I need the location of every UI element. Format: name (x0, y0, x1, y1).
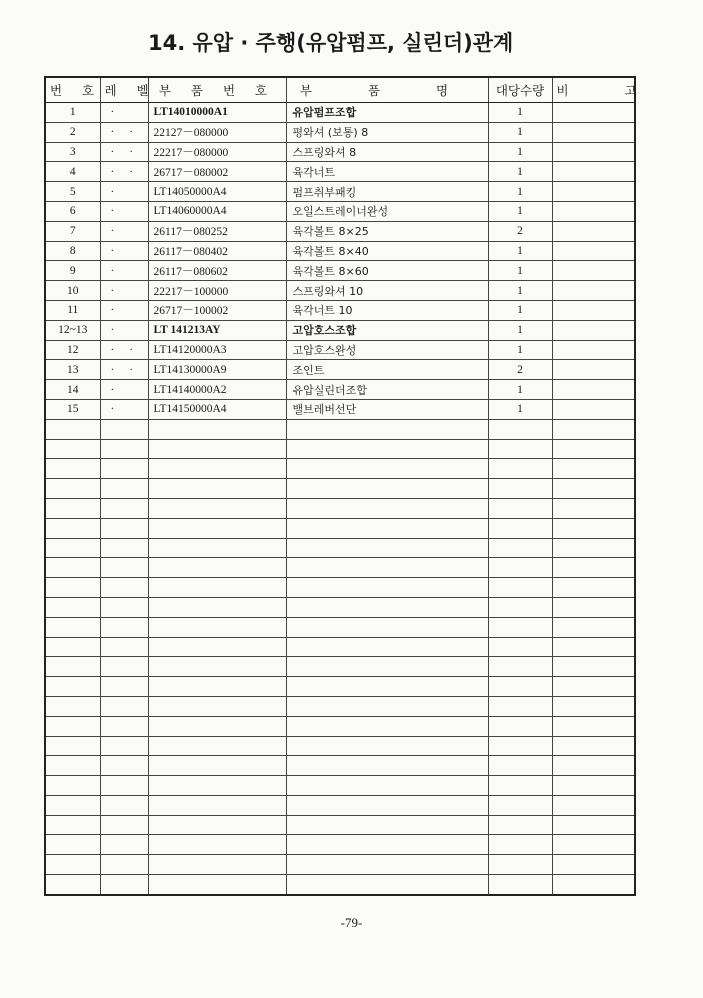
table-row-empty (45, 479, 635, 499)
row-number: 9 (45, 261, 100, 281)
row-number: 15 (45, 399, 100, 419)
row-quantity: 1 (488, 320, 552, 340)
empty-cell (100, 736, 148, 756)
row-number: 10 (45, 281, 100, 301)
empty-cell (45, 815, 100, 835)
row-level: · (100, 201, 148, 221)
row-level: · (100, 281, 148, 301)
row-remarks (552, 103, 635, 123)
header-part-name: 부 품 명 (286, 77, 488, 103)
empty-cell (488, 696, 552, 716)
empty-cell (286, 776, 488, 796)
row-quantity: 1 (488, 122, 552, 142)
row-number: 12 (45, 340, 100, 360)
empty-cell (148, 518, 286, 538)
row-level: · (100, 261, 148, 281)
empty-cell (148, 597, 286, 617)
row-part-number: 22217－080000 (148, 142, 286, 162)
table-row-empty (45, 459, 635, 479)
row-part-name: 유압실린더조합 (286, 380, 488, 400)
empty-cell (552, 657, 635, 677)
empty-cell (552, 677, 635, 697)
table-row (45, 380, 635, 400)
empty-cell (45, 716, 100, 736)
table-row (45, 300, 635, 320)
table-row-empty (45, 558, 635, 578)
empty-cell (286, 756, 488, 776)
empty-cell (552, 479, 635, 499)
header-remarks: 비 고 (552, 77, 635, 103)
row-part-name: 스프링와셔 8 (286, 142, 488, 162)
empty-cell (286, 558, 488, 578)
empty-cell (488, 677, 552, 697)
empty-cell (100, 815, 148, 835)
row-number: 11 (45, 300, 100, 320)
empty-cell (45, 776, 100, 796)
row-level: · · (100, 122, 148, 142)
empty-cell (286, 578, 488, 598)
row-remarks (552, 399, 635, 419)
row-part-name: 육각너트 10 (286, 300, 488, 320)
empty-cell (552, 756, 635, 776)
empty-cell (488, 736, 552, 756)
table-row (45, 340, 635, 360)
row-part-name: 육각너트 (286, 162, 488, 182)
row-part-name: 펌프취부패킹 (286, 182, 488, 202)
table-row-empty (45, 597, 635, 617)
table-row (45, 360, 635, 380)
empty-cell (45, 835, 100, 855)
empty-cell (100, 855, 148, 875)
empty-cell (286, 815, 488, 835)
empty-cell (148, 439, 286, 459)
row-part-name: 스프링와셔 10 (286, 281, 488, 301)
empty-cell (100, 597, 148, 617)
row-number: 14 (45, 380, 100, 400)
empty-cell (488, 518, 552, 538)
row-part-number: 26717－080002 (148, 162, 286, 182)
row-number: 13 (45, 360, 100, 380)
empty-cell (286, 617, 488, 637)
empty-cell (552, 835, 635, 855)
empty-cell (488, 875, 552, 895)
row-part-number: 26717－100002 (148, 300, 286, 320)
row-remarks (552, 340, 635, 360)
row-level: · (100, 399, 148, 419)
empty-cell (286, 479, 488, 499)
row-quantity: 1 (488, 300, 552, 320)
header-qty: 대당수량 (488, 77, 552, 103)
empty-cell (100, 677, 148, 697)
row-number: 7 (45, 221, 100, 241)
empty-cell (552, 716, 635, 736)
row-level: · (100, 320, 148, 340)
row-part-name: 고압호스완성 (286, 340, 488, 360)
parts-table (44, 76, 663, 896)
empty-cell (45, 597, 100, 617)
row-remarks (552, 261, 635, 281)
row-quantity: 1 (488, 281, 552, 301)
empty-cell (488, 617, 552, 637)
row-remarks (552, 380, 635, 400)
page-title: 14. 유압 · 주행(유압펌프, 실린더)관계 (148, 31, 514, 55)
empty-cell (100, 419, 148, 439)
empty-cell (488, 578, 552, 598)
row-quantity: 2 (488, 221, 552, 241)
page-number: -79- (340, 915, 363, 930)
row-remarks (552, 241, 635, 261)
row-remarks (552, 162, 635, 182)
table-row-empty (45, 875, 635, 895)
empty-cell (45, 498, 100, 518)
empty-cell (148, 459, 286, 479)
empty-cell (552, 518, 635, 538)
row-remarks (552, 122, 635, 142)
row-quantity: 1 (488, 380, 552, 400)
table-row-empty (45, 756, 635, 776)
empty-cell (148, 696, 286, 716)
empty-cell (286, 835, 488, 855)
empty-cell (552, 498, 635, 518)
empty-cell (286, 855, 488, 875)
row-number: 12~13 (45, 320, 100, 340)
empty-cell (45, 578, 100, 598)
empty-cell (100, 776, 148, 796)
empty-cell (45, 459, 100, 479)
empty-cell (100, 657, 148, 677)
table-row-empty (45, 657, 635, 677)
empty-cell (100, 518, 148, 538)
row-number: 2 (45, 122, 100, 142)
empty-cell (100, 459, 148, 479)
row-part-name: 육각볼트 8×25 (286, 221, 488, 241)
empty-cell (552, 558, 635, 578)
empty-cell (488, 498, 552, 518)
row-quantity: 1 (488, 182, 552, 202)
table-row-empty (45, 617, 635, 637)
empty-cell (148, 637, 286, 657)
empty-cell (552, 637, 635, 657)
table-row-empty (45, 855, 635, 875)
row-number: 5 (45, 182, 100, 202)
empty-cell (552, 736, 635, 756)
empty-cell (45, 558, 100, 578)
row-remarks (552, 201, 635, 221)
row-level: · (100, 380, 148, 400)
empty-cell (488, 756, 552, 776)
row-number: 4 (45, 162, 100, 182)
row-number: 1 (45, 103, 100, 123)
row-part-number: 26117－080402 (148, 241, 286, 261)
row-level: · · (100, 340, 148, 360)
empty-cell (100, 696, 148, 716)
empty-cell (100, 538, 148, 558)
empty-cell (100, 756, 148, 776)
row-quantity: 1 (488, 142, 552, 162)
empty-cell (100, 558, 148, 578)
row-level: · · (100, 162, 148, 182)
empty-cell (148, 776, 286, 796)
empty-cell (552, 597, 635, 617)
empty-cell (148, 795, 286, 815)
row-quantity: 1 (488, 340, 552, 360)
row-part-name: 육각볼트 8×60 (286, 261, 488, 281)
table-row-empty (45, 538, 635, 558)
table-row (45, 142, 635, 162)
empty-cell (552, 815, 635, 835)
empty-cell (45, 736, 100, 756)
table-header-row (45, 77, 635, 103)
empty-cell (100, 716, 148, 736)
table-row-empty (45, 835, 635, 855)
row-quantity: 1 (488, 162, 552, 182)
table-row-empty (45, 716, 635, 736)
empty-cell (148, 558, 286, 578)
empty-cell (488, 439, 552, 459)
row-part-number: 22217－100000 (148, 281, 286, 301)
table-row-empty (45, 578, 635, 598)
row-part-number: LT14140000A2 (148, 380, 286, 400)
empty-cell (488, 795, 552, 815)
row-level: · (100, 241, 148, 261)
table-row (45, 122, 635, 142)
empty-cell (45, 518, 100, 538)
row-part-name: 유압펌프조합 (286, 103, 488, 123)
row-remarks (552, 142, 635, 162)
empty-cell (45, 419, 100, 439)
empty-cell (286, 795, 488, 815)
row-part-number: LT14010000A1 (148, 103, 286, 123)
empty-cell (488, 637, 552, 657)
row-remarks (552, 300, 635, 320)
row-level: · · (100, 142, 148, 162)
empty-cell (148, 677, 286, 697)
empty-cell (488, 538, 552, 558)
row-part-name: 오일스트레이너완성 (286, 201, 488, 221)
empty-cell (45, 756, 100, 776)
row-quantity: 2 (488, 360, 552, 380)
empty-cell (552, 696, 635, 716)
empty-cell (552, 776, 635, 796)
empty-cell (45, 439, 100, 459)
empty-cell (286, 736, 488, 756)
empty-cell (148, 578, 286, 598)
empty-cell (100, 637, 148, 657)
row-part-number: LT14050000A4 (148, 182, 286, 202)
header-no: 번 호 (45, 77, 100, 103)
header-part-no: 부 품 번 호 (148, 77, 286, 103)
row-part-number: LT 141213AY (148, 320, 286, 340)
row-level: · (100, 221, 148, 241)
table-row (45, 182, 635, 202)
table-row (45, 281, 635, 301)
row-remarks (552, 182, 635, 202)
row-level: · (100, 182, 148, 202)
table-row (45, 320, 635, 340)
empty-cell (45, 657, 100, 677)
empty-cell (488, 815, 552, 835)
empty-cell (148, 479, 286, 499)
empty-cell (148, 617, 286, 637)
empty-cell (45, 677, 100, 697)
table-row-empty (45, 815, 635, 835)
table-row-empty (45, 776, 635, 796)
empty-cell (100, 498, 148, 518)
empty-cell (552, 795, 635, 815)
empty-cell (552, 439, 635, 459)
empty-cell (286, 439, 488, 459)
empty-cell (148, 855, 286, 875)
row-quantity: 1 (488, 201, 552, 221)
row-remarks (552, 360, 635, 380)
row-part-number: 26117－080252 (148, 221, 286, 241)
row-remarks (552, 320, 635, 340)
row-level: · (100, 103, 148, 123)
row-level: · (100, 300, 148, 320)
row-part-number: LT14150000A4 (148, 399, 286, 419)
table-row-empty (45, 518, 635, 538)
empty-cell (286, 419, 488, 439)
empty-cell (286, 657, 488, 677)
empty-cell (45, 855, 100, 875)
empty-cell (552, 419, 635, 439)
empty-cell (286, 696, 488, 716)
row-part-name: 밸브레버선단 (286, 399, 488, 419)
row-quantity: 1 (488, 103, 552, 123)
row-part-number: LT14120000A3 (148, 340, 286, 360)
empty-cell (488, 558, 552, 578)
table-row-empty (45, 498, 635, 518)
empty-cell (286, 716, 488, 736)
empty-cell (148, 875, 286, 895)
table-row-empty (45, 736, 635, 756)
row-part-name: 육각볼트 8×40 (286, 241, 488, 261)
row-part-name: 고압호스조합 (286, 320, 488, 340)
empty-cell (148, 815, 286, 835)
row-number: 6 (45, 201, 100, 221)
table-row (45, 399, 635, 419)
empty-cell (286, 518, 488, 538)
row-quantity: 1 (488, 399, 552, 419)
empty-cell (45, 637, 100, 657)
empty-cell (552, 459, 635, 479)
table-row-empty (45, 795, 635, 815)
row-quantity: 1 (488, 261, 552, 281)
table-row (45, 261, 635, 281)
empty-cell (286, 875, 488, 895)
empty-cell (552, 855, 635, 875)
row-number: 8 (45, 241, 100, 261)
empty-cell (148, 498, 286, 518)
empty-cell (552, 538, 635, 558)
empty-cell (286, 637, 488, 657)
table-row-empty (45, 419, 635, 439)
empty-cell (45, 617, 100, 637)
table-row (45, 162, 635, 182)
table-body (45, 103, 635, 895)
empty-cell (488, 419, 552, 439)
empty-cell (488, 479, 552, 499)
empty-cell (552, 875, 635, 895)
empty-cell (100, 479, 148, 499)
row-remarks (552, 281, 635, 301)
empty-cell (552, 617, 635, 637)
empty-cell (286, 677, 488, 697)
empty-cell (100, 578, 148, 598)
row-quantity: 1 (488, 241, 552, 261)
empty-cell (148, 657, 286, 677)
empty-cell (45, 795, 100, 815)
empty-cell (286, 538, 488, 558)
empty-cell (45, 479, 100, 499)
empty-cell (100, 875, 148, 895)
empty-cell (488, 855, 552, 875)
empty-cell (286, 498, 488, 518)
empty-cell (45, 875, 100, 895)
empty-cell (148, 716, 286, 736)
row-part-number: 22127－080000 (148, 122, 286, 142)
row-part-number: LT14130000A9 (148, 360, 286, 380)
row-number: 3 (45, 142, 100, 162)
table-row (45, 241, 635, 261)
empty-cell (488, 657, 552, 677)
empty-cell (45, 538, 100, 558)
row-level: · · (100, 360, 148, 380)
empty-cell (148, 419, 286, 439)
empty-cell (100, 835, 148, 855)
table-row (45, 201, 635, 221)
row-part-number: LT14060000A4 (148, 201, 286, 221)
empty-cell (488, 459, 552, 479)
empty-cell (100, 617, 148, 637)
table-row-empty (45, 677, 635, 697)
empty-cell (488, 776, 552, 796)
empty-cell (148, 538, 286, 558)
empty-cell (100, 439, 148, 459)
empty-cell (552, 578, 635, 598)
empty-cell (148, 736, 286, 756)
empty-cell (286, 459, 488, 479)
empty-cell (488, 835, 552, 855)
table-row-empty (45, 637, 635, 657)
header-level: 레 벨 (100, 77, 148, 103)
row-part-name: 평와셔 (보통) 8 (286, 122, 488, 142)
empty-cell (45, 696, 100, 716)
empty-cell (148, 835, 286, 855)
row-part-name: 조인트 (286, 360, 488, 380)
empty-cell (100, 795, 148, 815)
empty-cell (488, 716, 552, 736)
table-row-empty (45, 439, 635, 459)
empty-cell (286, 597, 488, 617)
table-row (45, 221, 635, 241)
row-remarks (552, 221, 635, 241)
row-part-number: 26117－080602 (148, 261, 286, 281)
table-row-empty (45, 696, 635, 716)
empty-cell (148, 756, 286, 776)
table-row (45, 103, 635, 123)
empty-cell (488, 597, 552, 617)
